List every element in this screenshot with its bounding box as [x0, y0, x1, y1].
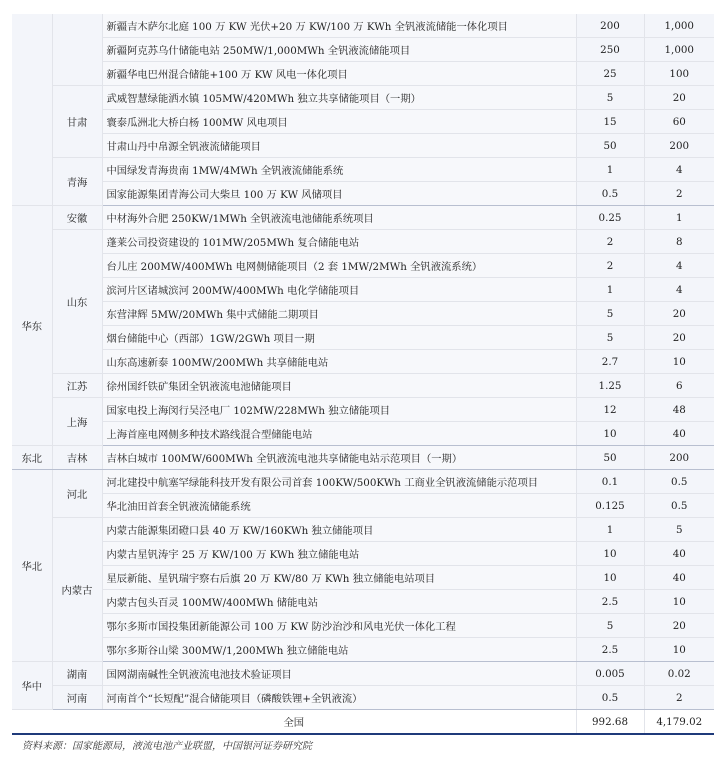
source-note: 资料来源：国家能源局，液流电池产业联盟，中国银河证券研究院 [22, 741, 312, 752]
energy-cell: 200 [644, 446, 714, 470]
project-name-cell: 吉林白城市 100MW/600MWh 全钒液流电池共享储能电站示范项目（一期） [102, 446, 576, 470]
energy-cell: 2 [644, 182, 714, 206]
project-name-cell: 中材海外合肥 250KW/1MWh 全钒液流电池储能系统项目 [102, 206, 576, 230]
power-cell: 0.5 [576, 182, 644, 206]
table-row [12, 86, 714, 110]
province-cell: 安徽 [52, 206, 102, 230]
table-row [12, 62, 714, 86]
province-cell [52, 14, 102, 86]
energy-cell: 20 [644, 326, 714, 350]
project-name-cell: 寰泰瓜洲北大桥白杨 100MW 风电项目 [102, 110, 576, 134]
power-cell: 200 [576, 14, 644, 38]
energy-cell: 20 [644, 614, 714, 638]
power-cell: 2.5 [576, 590, 644, 614]
energy-cell: 10 [644, 638, 714, 662]
table-row [12, 110, 714, 134]
energy-cell: 60 [644, 110, 714, 134]
province-cell: 吉林 [52, 446, 102, 470]
energy-cell: 10 [644, 590, 714, 614]
power-cell: 1 [576, 158, 644, 182]
project-name-cell: 鄂尔多斯市国投集团新能源公司 100 万 KW 防沙治沙和风电光伏一体化工程 [102, 614, 576, 638]
energy-cell: 6 [644, 374, 714, 398]
project-name-cell: 河北建投中航塞罕绿能科技开发有限公司首套 100KW/500KWh 工商业全钒液流储能示范项目 [102, 470, 576, 494]
energy-cell: 4 [644, 254, 714, 278]
table-row [12, 518, 714, 542]
power-cell: 50 [576, 446, 644, 470]
table-row [12, 230, 714, 254]
province-cell: 内蒙古 [52, 518, 102, 662]
total-energy: 4,179.02 [644, 710, 714, 735]
project-name-cell: 内蒙古能源集团磴口县 40 万 KW/160KWh 独立储能项目 [102, 518, 576, 542]
table-row [12, 590, 714, 614]
energy-cell: 5 [644, 518, 714, 542]
project-name-cell: 鄂尔多斯谷山梁 300MW/1,200MWh 独立储能电站 [102, 638, 576, 662]
energy-cell: 20 [644, 302, 714, 326]
project-name-cell: 甘肃山丹中帛源全钒液流储能项目 [102, 134, 576, 158]
power-cell: 0.25 [576, 206, 644, 230]
project-name-cell: 国家能源集团青海公司大柴旦 100 万 KW 风储项目 [102, 182, 576, 206]
project-name-cell: 星辰新能、星钒瑞宇察右后旗 20 万 KW/80 万 KWh 独立储能电站项目 [102, 566, 576, 590]
energy-cell: 1,000 [644, 14, 714, 38]
energy-cell: 20 [644, 86, 714, 110]
table-row [12, 134, 714, 158]
energy-cell: 4 [644, 278, 714, 302]
table-row [12, 686, 714, 710]
table-row [12, 662, 714, 686]
energy-cell: 1 [644, 206, 714, 230]
region-cell: 华中 [12, 662, 52, 710]
table-row [12, 470, 714, 494]
power-cell: 12 [576, 398, 644, 422]
project-name-cell: 上海首座电网侧多种技术路线混合型储能电站 [102, 422, 576, 446]
power-cell: 0.5 [576, 686, 644, 710]
power-cell: 5 [576, 86, 644, 110]
power-cell: 0.1 [576, 470, 644, 494]
power-cell: 10 [576, 422, 644, 446]
project-name-cell: 蓬莱公司投资建设的 101MW/205MWh 复合储能电站 [102, 230, 576, 254]
energy-cell: 0.5 [644, 494, 714, 518]
power-cell: 50 [576, 134, 644, 158]
power-cell: 5 [576, 614, 644, 638]
region-cell: 东北 [12, 446, 52, 470]
project-name-cell: 国网湖南碱性全钒液流电池技术验证项目 [102, 662, 576, 686]
power-cell: 5 [576, 302, 644, 326]
power-cell: 1 [576, 278, 644, 302]
project-name-cell: 东营津辉 5MW/20MWh 集中式储能二期项目 [102, 302, 576, 326]
energy-cell: 10 [644, 350, 714, 374]
power-cell: 10 [576, 566, 644, 590]
project-name-cell: 国家电投上海闵行吴泾电厂 102MW/228MWh 独立储能项目 [102, 398, 576, 422]
project-name-cell: 滨河片区诸城滨河 200MW/400MWh 电化学储能项目 [102, 278, 576, 302]
table-row [12, 638, 714, 662]
province-cell: 上海 [52, 398, 102, 446]
project-name-cell: 新疆吉木萨尔北庭 100 万 KW 光伏+20 万 KW/100 万 KWh 全钒液流储能一体化项目 [102, 14, 576, 38]
energy-cell: 40 [644, 542, 714, 566]
province-cell: 甘肃 [52, 86, 102, 158]
energy-cell: 0.02 [644, 662, 714, 686]
region-cell: 华东 [12, 206, 52, 446]
table-row [12, 350, 714, 374]
energy-cell: 4 [644, 158, 714, 182]
province-cell: 山东 [52, 230, 102, 374]
power-cell: 2.7 [576, 350, 644, 374]
power-cell: 250 [576, 38, 644, 62]
table-row [12, 326, 714, 350]
power-cell: 2 [576, 230, 644, 254]
project-name-cell: 新疆华电巴州混合储能+100 万 KW 风电一体化项目 [102, 62, 576, 86]
table-row [12, 614, 714, 638]
energy-cell: 40 [644, 566, 714, 590]
project-name-cell: 中国绿发青海贵南 1MW/4MWh 全钒液流储能系统 [102, 158, 576, 182]
province-cell: 河北 [52, 470, 102, 518]
energy-cell: 8 [644, 230, 714, 254]
table-row [12, 278, 714, 302]
region-cell: 华北 [12, 470, 52, 662]
power-cell: 0.125 [576, 494, 644, 518]
power-cell: 1 [576, 518, 644, 542]
total-row [12, 710, 714, 735]
table-row [12, 566, 714, 590]
project-name-cell: 徐州国纤铁矿集团全钒液流电池储能项目 [102, 374, 576, 398]
project-name-cell: 河南首个“长短配”混合储能项目（磷酸铁锂+全钒液流） [102, 686, 576, 710]
project-name-cell: 山东高速新泰 100MW/200MWh 共享储能电站 [102, 350, 576, 374]
project-name-cell: 武威智慧绿能洒水镇 105MW/420MWh 独立共享储能项目（一期） [102, 86, 576, 110]
table-row [12, 542, 714, 566]
table-row [12, 182, 714, 206]
table-row [12, 398, 714, 422]
project-table-body [12, 14, 714, 734]
energy-cell: 2 [644, 686, 714, 710]
project-name-cell: 新疆阿克苏乌什储能电站 250MW/1,000MWh 全钒液流储能项目 [102, 38, 576, 62]
table-row [12, 254, 714, 278]
project-name-cell: 华北油田首套全钒液流储能系统 [102, 494, 576, 518]
total-power: 992.68 [576, 710, 644, 735]
energy-cell: 48 [644, 398, 714, 422]
province-cell: 江苏 [52, 374, 102, 398]
energy-cell: 40 [644, 422, 714, 446]
energy-cell: 100 [644, 62, 714, 86]
region-cell [12, 14, 52, 206]
table-row [12, 302, 714, 326]
energy-cell: 0.5 [644, 470, 714, 494]
table-row [12, 38, 714, 62]
province-cell: 河南 [52, 686, 102, 710]
table-row [12, 206, 714, 230]
table-row [12, 14, 714, 38]
energy-cell: 1,000 [644, 38, 714, 62]
table-row [12, 158, 714, 182]
power-cell: 5 [576, 326, 644, 350]
power-cell: 1.25 [576, 374, 644, 398]
power-cell: 25 [576, 62, 644, 86]
power-cell: 0.005 [576, 662, 644, 686]
table-row [12, 374, 714, 398]
power-cell: 10 [576, 542, 644, 566]
province-cell: 青海 [52, 158, 102, 206]
table-row [12, 446, 714, 470]
province-cell: 湖南 [52, 662, 102, 686]
project-name-cell: 内蒙古星钒涛宇 25 万 KW/100 万 KWh 独立储能电站 [102, 542, 576, 566]
power-cell: 2.5 [576, 638, 644, 662]
energy-cell: 200 [644, 134, 714, 158]
project-name-cell: 台儿庄 200MW/400MWh 电网侧储能项目（2 套 1MW/2MWh 全钒液流系统） [102, 254, 576, 278]
project-table [12, 14, 714, 735]
power-cell: 15 [576, 110, 644, 134]
project-name-cell: 烟台储能中心（西部）1GW/2GWh 项目一期 [102, 326, 576, 350]
table-row [12, 422, 714, 446]
table-row [12, 494, 714, 518]
power-cell: 2 [576, 254, 644, 278]
project-name-cell: 内蒙古包头百灵 100MW/400MWh 储能电站 [102, 590, 576, 614]
total-label: 全国 [12, 710, 576, 735]
